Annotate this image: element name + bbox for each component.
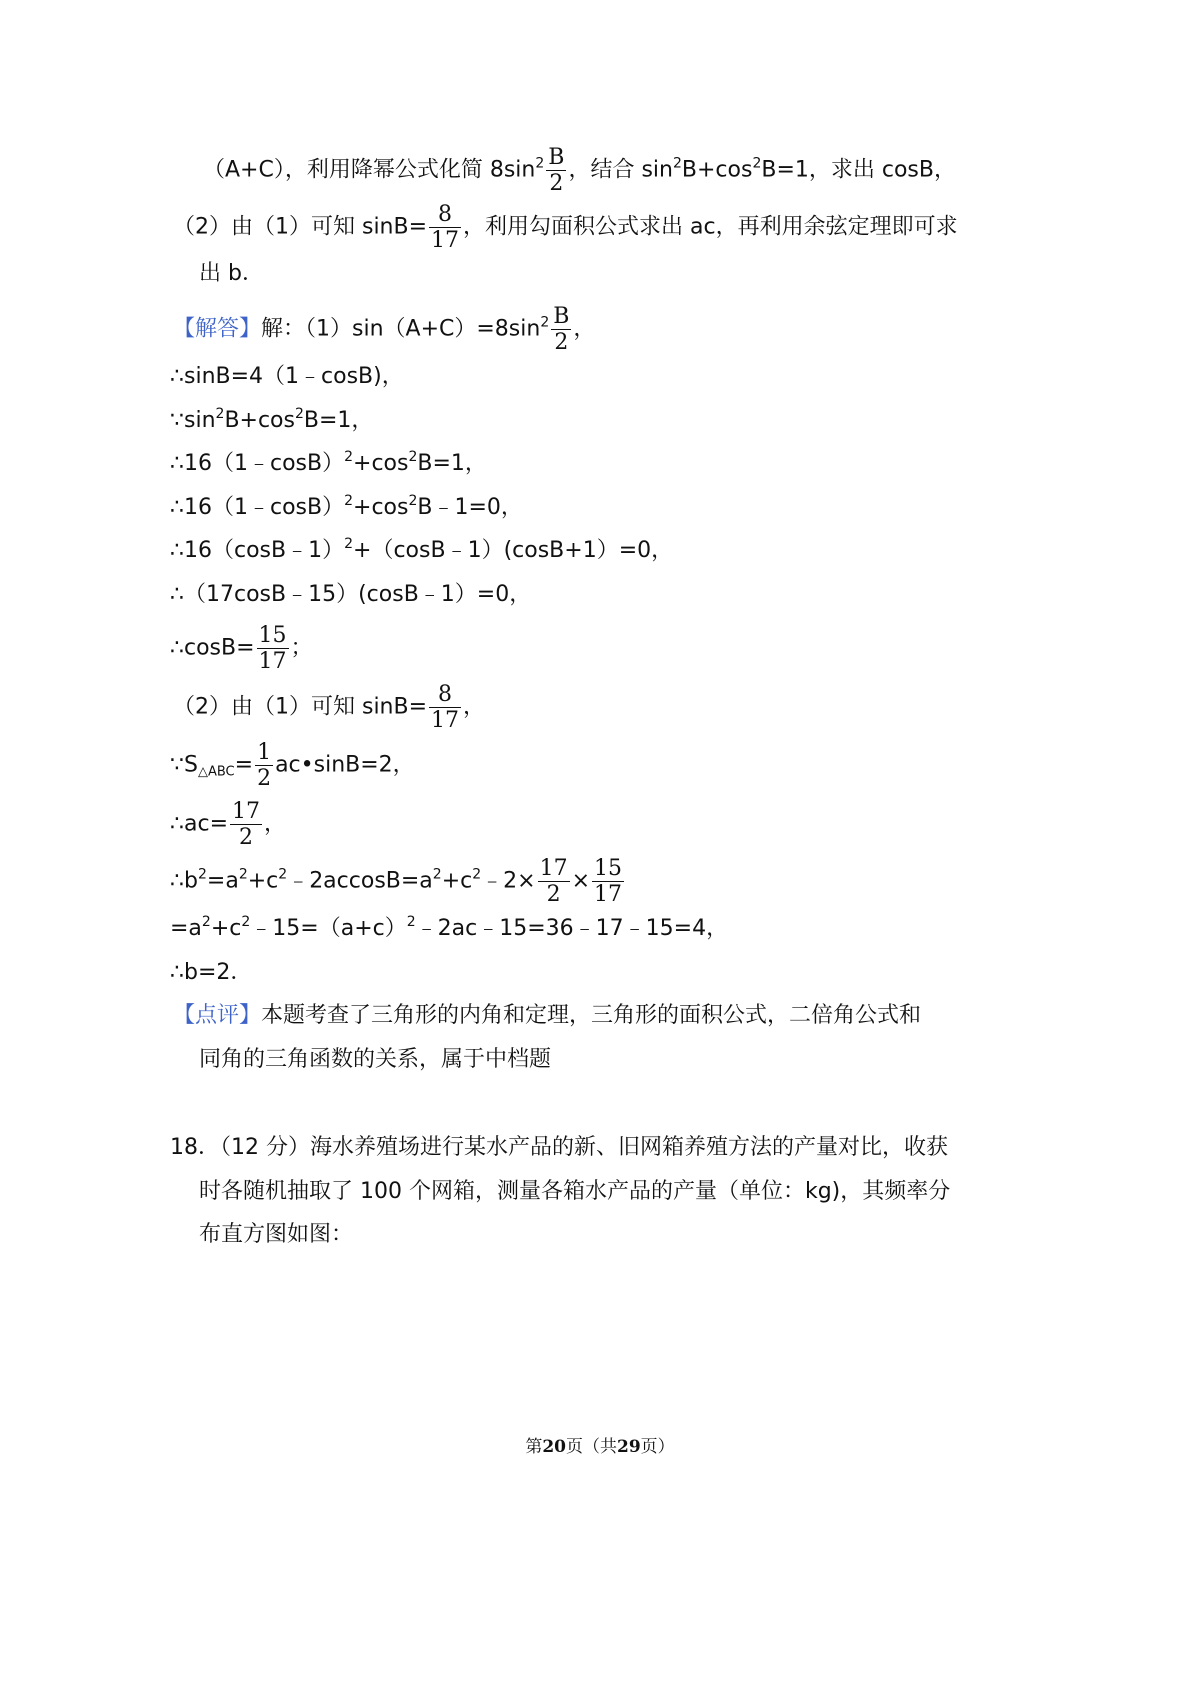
text-line-3 <box>199 263 264 285</box>
text-line-2 <box>173 203 958 252</box>
line-text: （2）由（1）可知 sinB= <box>173 214 428 240</box>
line-text: =a <box>170 916 202 941</box>
line-text: ， <box>264 811 287 837</box>
line-text: × <box>571 868 591 894</box>
line-text: ac•sinB=2， <box>275 752 415 778</box>
footer-total-pages: 29 <box>617 1437 641 1457</box>
superscript: 2 <box>238 866 248 883</box>
fraction-denominator: 2 <box>257 766 272 792</box>
line-text: （A+C），利用降幂公式化简 8sin <box>203 157 536 183</box>
line-text: ， <box>463 694 486 720</box>
fraction <box>429 683 461 732</box>
fraction-denominator: 17 <box>258 649 287 675</box>
superscript: 2 <box>752 155 762 172</box>
fraction-denominator: 2 <box>549 171 564 197</box>
text-line-13 <box>170 741 415 790</box>
line-text: = <box>234 752 254 778</box>
fraction-denominator: 17 <box>431 708 460 734</box>
superscript: 2 <box>672 155 682 172</box>
text-line-7 <box>170 449 487 476</box>
fraction <box>551 305 571 354</box>
footer-prefix: 第 <box>525 1437 543 1457</box>
fraction-numerator: 8 <box>429 203 461 228</box>
question-18-line-1 <box>170 1137 948 1159</box>
fraction-denominator: 2 <box>554 330 569 356</box>
superscript: 2 <box>535 155 545 172</box>
line-text: ∴16（1﹣cosB） <box>170 495 345 520</box>
fraction-numerator: 8 <box>429 683 461 708</box>
line-text: ∴b=2． <box>170 960 253 985</box>
text-line-14 <box>170 800 286 849</box>
fraction-numerator: 15 <box>594 856 623 881</box>
fraction-numerator: B <box>553 304 570 329</box>
text-line-17 <box>170 962 252 984</box>
superscript: 2 <box>215 406 225 422</box>
line-text: ∴cosB= <box>170 635 255 661</box>
text-line-19 <box>199 1049 551 1071</box>
line-text: B=1， <box>417 451 487 476</box>
text-line-12 <box>173 683 485 732</box>
superscript: 2 <box>408 449 418 465</box>
footer-page-number: 20 <box>542 1437 566 1457</box>
text-line-15 <box>170 857 626 906</box>
superscript: 2 <box>197 866 207 883</box>
line-text: 时各随机抽取了 100 个网箱，测量各箱水产品的产量（单位：kg)，其频率分 <box>199 1179 951 1204</box>
line-text: B﹣1=0， <box>417 495 523 520</box>
line-text: ∴16（cosB﹣1） <box>170 538 345 563</box>
text-line-8 <box>170 493 523 520</box>
line-text: ∴（17cosB﹣15）(cosB﹣1）=0， <box>170 582 532 607</box>
line-text: 布直方图如图： <box>199 1222 354 1247</box>
text-line-16 <box>170 914 729 941</box>
line-text: 同角的三角函数的关系，属于中档题 <box>199 1047 552 1072</box>
fraction-denominator: 17 <box>431 228 460 254</box>
line-text: +（cosB﹣1）(cosB+1）=0， <box>353 538 674 563</box>
line-text: 解：（1）sin（A+C）=8sin <box>261 316 541 342</box>
footer-mid: 页（共 <box>566 1437 617 1457</box>
line-text: 出 b． <box>199 261 264 286</box>
line-text: ∴b <box>170 868 198 894</box>
fraction <box>592 857 624 906</box>
superscript: 2 <box>540 314 550 331</box>
subscript: △ABC <box>197 764 235 780</box>
fraction-numerator: B <box>548 145 565 170</box>
line-text: ，利用勾面积公式求出 ac，再利用余弦定理即可求 <box>463 214 958 240</box>
line-text: +cos <box>353 495 409 520</box>
line-text: （2）由（1）可知 sinB= <box>173 694 428 720</box>
line-text: 本题考查了三角形的内角和定理，三角形的面积公式，二倍角公式和 <box>261 1003 922 1028</box>
fraction <box>255 741 273 790</box>
superscript: 2 <box>344 449 354 465</box>
fraction <box>546 146 566 195</box>
superscript: 2 <box>472 866 482 883</box>
line-text: =a <box>206 868 239 894</box>
superscript: 2 <box>278 866 288 883</box>
fraction-numerator: 17 <box>232 799 261 824</box>
line-text: +c <box>441 868 473 894</box>
line-text: B=1，求出 cosB， <box>761 157 956 183</box>
superscript: 2 <box>406 914 416 930</box>
text-line-10 <box>170 584 531 606</box>
solution-heading <box>173 305 595 354</box>
superscript: 2 <box>241 914 251 930</box>
superscript: 2 <box>201 914 211 930</box>
line-text: +c <box>210 916 242 941</box>
line-text: ∴sinB=4（1﹣cosB)， <box>170 364 404 389</box>
line-text: ∴ac= <box>170 811 229 837</box>
comment-heading <box>173 1005 921 1027</box>
superscript: 2 <box>408 493 418 509</box>
line-text: B+cos <box>224 408 295 433</box>
line-text: +c <box>247 868 279 894</box>
comment-tag: 【点评】 <box>173 1003 262 1028</box>
fraction <box>230 800 262 849</box>
text-line-6 <box>170 406 374 433</box>
page-footer <box>0 1432 1200 1457</box>
fraction <box>429 203 461 252</box>
fraction-denominator: 2 <box>546 882 561 908</box>
fraction-numerator: 17 <box>539 856 568 881</box>
line-text: ﹣2× <box>481 868 536 894</box>
fraction <box>257 624 289 673</box>
text-line-9 <box>170 536 674 563</box>
solution-tag: 【解答】 <box>173 316 262 342</box>
line-text: ， <box>573 316 596 342</box>
superscript: 2 <box>294 406 304 422</box>
footer-suffix: 页） <box>640 1437 675 1457</box>
text-line-11 <box>170 624 313 673</box>
line-text: ∵sin <box>170 408 216 433</box>
text-line-5 <box>170 366 404 388</box>
line-text: ∴16（1﹣cosB） <box>170 451 345 476</box>
line-text: ﹣15=（a+c） <box>250 916 407 941</box>
line-text: 18．（12 分）海水养殖场进行某水产品的新、旧网箱养殖方法的产量对比，收获 <box>170 1135 948 1160</box>
fraction-denominator: 17 <box>594 882 623 908</box>
text-line-1 <box>203 146 956 195</box>
line-text: B+cos <box>681 157 753 183</box>
question-18-line-3 <box>199 1224 353 1246</box>
superscript: 2 <box>432 866 442 883</box>
question-18-line-2 <box>199 1181 950 1203</box>
line-text: ∵S <box>170 752 198 778</box>
line-text: B=1， <box>303 408 374 433</box>
line-text: ； <box>290 635 313 661</box>
line-text: +cos <box>353 451 409 476</box>
superscript: 2 <box>344 493 354 509</box>
line-text: ﹣2ac﹣15=36﹣17﹣15=4， <box>415 916 729 941</box>
superscript: 2 <box>344 536 354 552</box>
fraction-numerator: 15 <box>258 623 287 648</box>
line-text: ﹣2accosB=a <box>287 868 433 894</box>
fraction-denominator: 2 <box>239 825 254 851</box>
fraction <box>538 857 570 906</box>
fraction-numerator: 1 <box>257 740 272 765</box>
line-text: ，结合 sin <box>568 157 673 183</box>
